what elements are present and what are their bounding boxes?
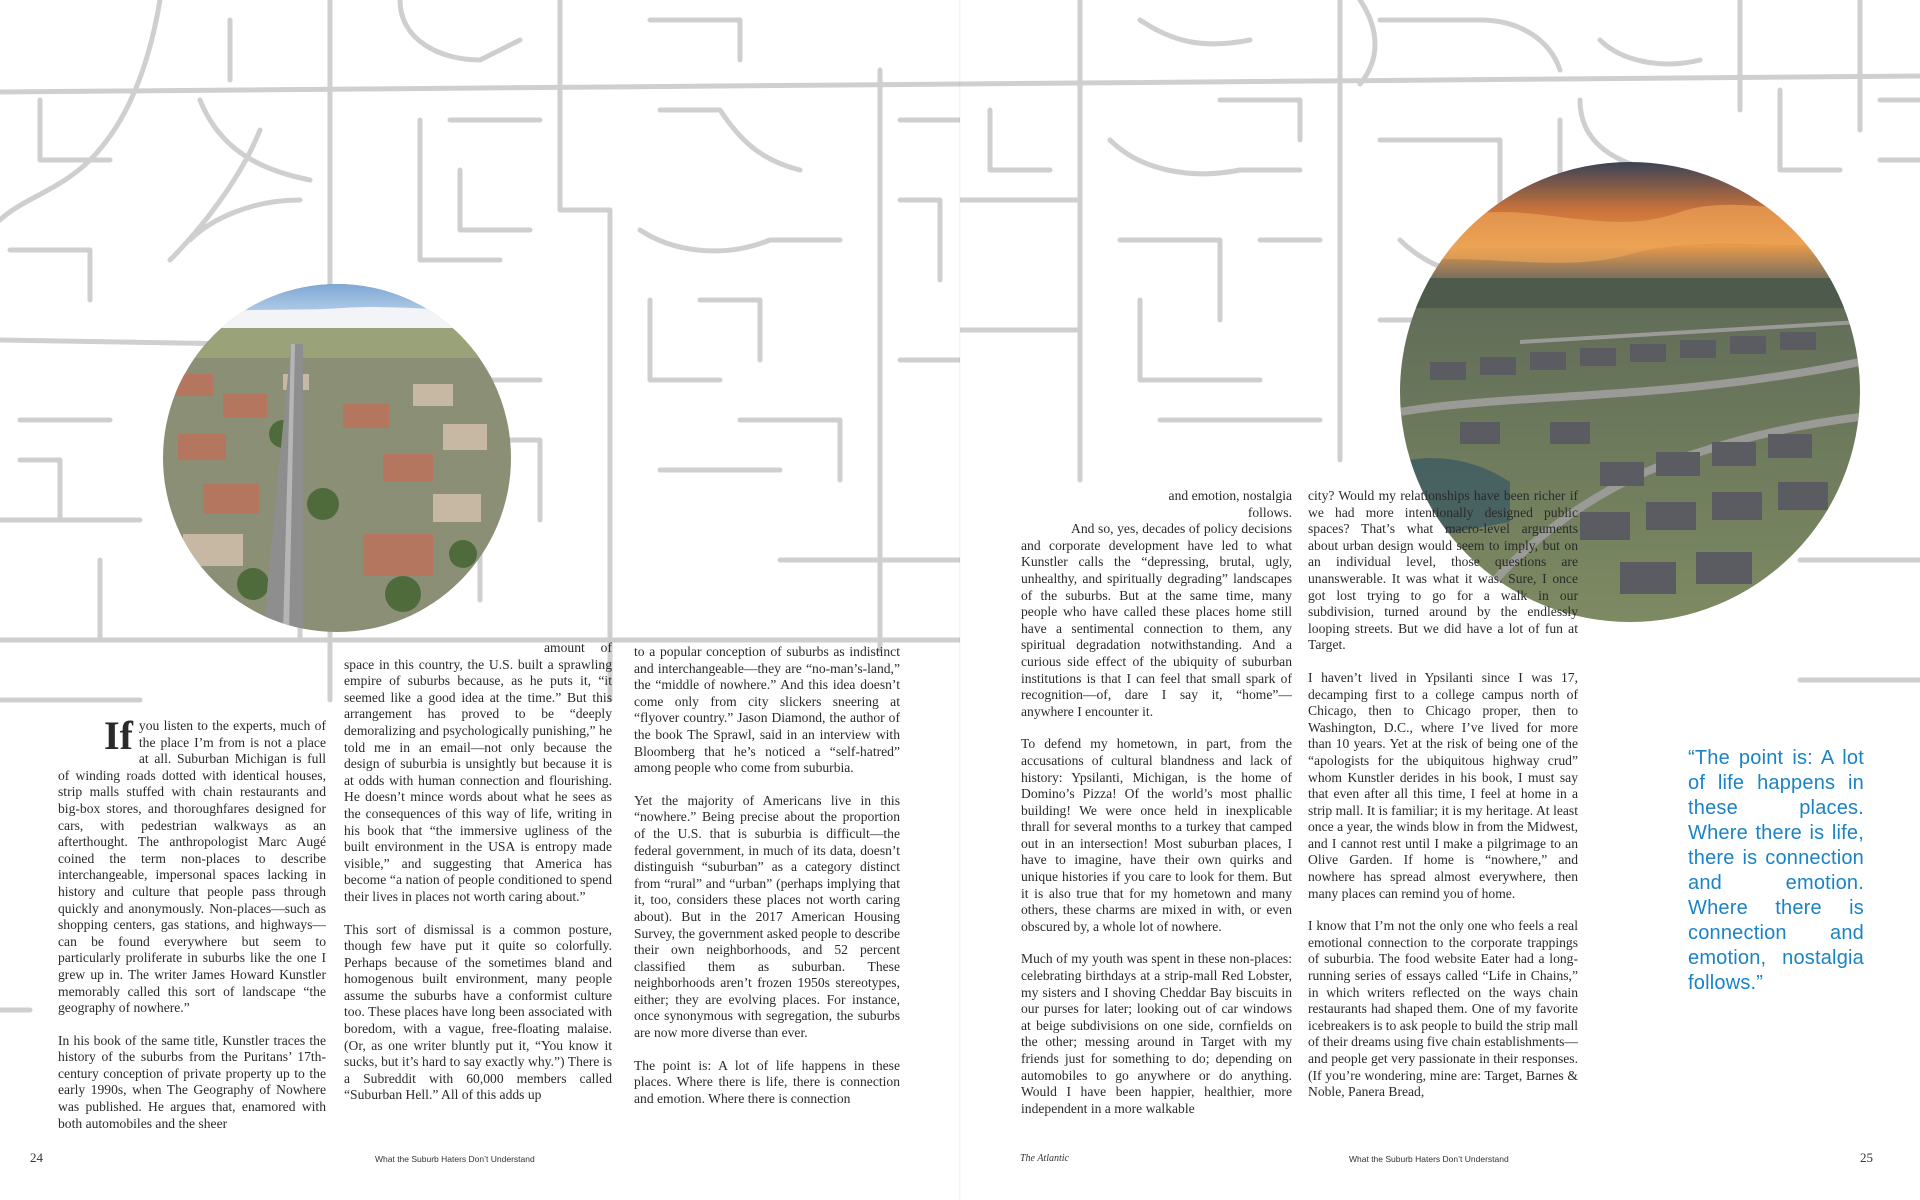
- page-number-right: 25: [1860, 1150, 1873, 1165]
- body-paragraph: This sort of dismissal is a common posture, though few have put it quite so colorfully. Perhaps because of the sometimes bland and homogenous built environment, many people assume the suburbs have a conformist culture too. These places have long been associated with boredom, with a vague, free-floating malaise. (Or, as one writer bluntly put it, “You know it sucks, but it’s hard to say exactly why.”) There is a Subreddit with 60,000 members called “Suburban Hell.” All of this adds up: [344, 921, 612, 1103]
- page-number-left: 24: [30, 1150, 43, 1165]
- running-head-right: What the Suburb Haters Don’t Understand: [1349, 1154, 1509, 1164]
- magazine-name: The Atlantic: [1020, 1153, 1069, 1164]
- body-paragraph: To defend my hometown, in part, from the accusations of cultural blandness and lack of history: Ypsilanti, Michigan, is the home of Domino’s Pizza! Of the world’s most phallic building! We were once held in inexplicable thrall for several months to a turkey that camped out in an intersection! Most suburban places, I have to imagine, have their own quirks and unique histories if you care to look for them. But it is also true that for my hometown and many others, these charms are mixed in with, or even obscured by, a whole lot of nowhere.: [1021, 736, 1292, 934]
- opening-paragraph: If you listen to the experts, much of the place I’m from is not a place at all. Suburban Michigan is full of winding roads dotted with identical houses, strip malls stuffed with chain restaurants and big-box stores, and thoroughfares designed for cars, with pedestrian walkways as an afterthought. The anthropologist Marc Augé coined the term non-places to describe interchangeable, impersonal spaces lacking in history and culture that people pass through quickly and anonymously. Non-places—such as shopping centers, gas stations, and highways—can be found everywhere but seem to particularly proliferate in suburbs like the one I grew up in. The writer James Howard Kunstler memorably called this sort of landscape “the geography of nowhere.”: [58, 713, 326, 1016]
- right-page: [960, 0, 1920, 1200]
- right-column-2: [1308, 488, 1578, 1117]
- body-paragraph: And so, yes, decades of policy decisions and corporate development have led to what Kunstler calls the “depressing, brutal, ugly, unhealthy, and spiritually degrading” landscapes of the suburbs. But at the same time, many people who have called these places home still have a sentimental connection to them, any spiritual degradation notwithstanding. And a curious side effect of the ubiquity of suburban institutions is that I can feel that small spark of recognition—of, dare I say it, “home”—anywhere I encounter it.: [1021, 521, 1292, 719]
- body-paragraph: and emotion, nostalgia follows.: [1168, 488, 1292, 520]
- right-column-1: [1021, 488, 1292, 1133]
- body-paragraph: The point is: A lot of life happens in these places. Where there is life, there is connection and emotion. Where there is connection: [634, 1057, 900, 1106]
- body-paragraph: Yet the majority of Americans live in this “nowhere.” Being precise about the proportion of the U.S. that is suburbia is difficult—the federal government, in much of its data, doesn’t distinguish “suburban” as a category distinct from “rural” and “urban” (perhaps implying that it, too, considers these places not worth caring about). But in the 2017 American Housing Survey, the government asked people to describe their own neighborhoods, and 52 percent classified them as suburban. These neighborhoods aren’t frozen 1950s stereotypes, either; they are evolving places. For instance, once synonymous with segregation, the suburbs are now more diverse than ever.: [634, 792, 901, 1041]
- body-paragraph: Much of my youth was spent in these non-places: celebrating birthdays at a strip-mall Red Lobster, my sisters and I shoving Cheddar Bay biscuits in our purses for later; looking out of car windows at beige subdivisions on one side, cornfields on the other; messing around in Target with my friends just for something to do; depending on automobiles to go anywhere or do anything. Would I have been happier, healthier, more independent in a more walkable: [1021, 951, 1292, 1116]
- dropcap: If: [104, 713, 133, 758]
- left-column-3: [634, 644, 900, 1123]
- body-paragraph: amount of space in this country, the U.S. built a sprawling empire of suburbs because, as he puts it, “it seemed like a good idea at the time.” But this arrangement has proved to be “deeply demoralizing and psychologically punishing,” he told me in an email—not only because the design of suburbia is unsightly but because it is at odds with human connection and flourishing. He doesn’t mince words about what he sees as the consequences of this way of life, writing in his book that “the immersive ugliness of the built environment in the USA is entropy made visible,” and suggesting that America has become “a nation of people conditioned to spend their lives in places not worth caring about.”: [344, 640, 612, 904]
- spread-gutter: [959, 0, 961, 1200]
- body-paragraph: I know that I’m not the only one who feels a real emotional connection to the corporate trappings of suburbia. The food website Eater had a long-running series of essays called “Life in Chains,” in which writers reflected on the ways chain restaurants had shaped them. One of my favorite icebreakers is to ask people to build the strip mall of their dreams using five chain establishments—and people get very passionate in their responses. (If you’re wondering, mine are: Target, Barnes & Noble, Panera Bread,: [1308, 918, 1578, 1100]
- body-paragraph: city? Would my relationships have been richer if we had more intentionally designed public spaces? That’s what macro-level arguments about urban design would seem to imply, but on an individual level, those questions are unanswerable. It was what it was. Sure, I once got lost trying to go for a walk in our subdivision, turned around by the endlessly looping streets. But we did have a lot of fun at Target.: [1308, 488, 1578, 653]
- left-column-2: [344, 640, 612, 1120]
- body-paragraph: In his book of the same title, Kunstler traces the history of the suburbs from the Puritans’ 17th-century conception of private property up to the early 1990s, when The Geography of Nowhere was published. He argues that, enamored with both automobiles and the sheer: [58, 1032, 326, 1131]
- body-paragraph: I haven’t lived in Ypsilanti since I was 17, decamping first to a college campus north of Chicago, then to Chicago proper, then to Washington, D.C., where I’ve lived for more than 10 years. Yet at the risk of being one of the “apologists for the ubiquitous highway crud” whom Kunstler derides in his book, I must say that even after all this time, I feel at home in a strip mall. It is familiar; it is my heritage. At least once a year, the winds blow in from the Midwest, and I cannot rest until I make a pilgrimage to an Olive Garden. If home is “nowhere,” and nowhere has spread almost everywhere, then many places can remind you of home.: [1308, 669, 1578, 901]
- body-paragraph: to a popular conception of suburbs as indistinct and interchangeable—they are “no-man’s-land,” the “middle of nowhere.” And this idea doesn’t come only from city slickers sneering at “flyover country.” Jason Diamond, the author of the book The Sprawl, said in an interview with Bloomberg that he’s noticed a “self-hatred” among people who come from suburbia.: [634, 644, 900, 776]
- pull-quote: “The point is: A lot of life happens in these places. Where there is life, there is connection and emotion. Where there is connection and emotion, nostalgia follows.”: [1688, 747, 1864, 994]
- aerial-suburb-street-photo: [163, 284, 511, 632]
- running-head-left: What the Suburb Haters Don’t Understand: [375, 1154, 535, 1164]
- left-column-1: [58, 713, 326, 1148]
